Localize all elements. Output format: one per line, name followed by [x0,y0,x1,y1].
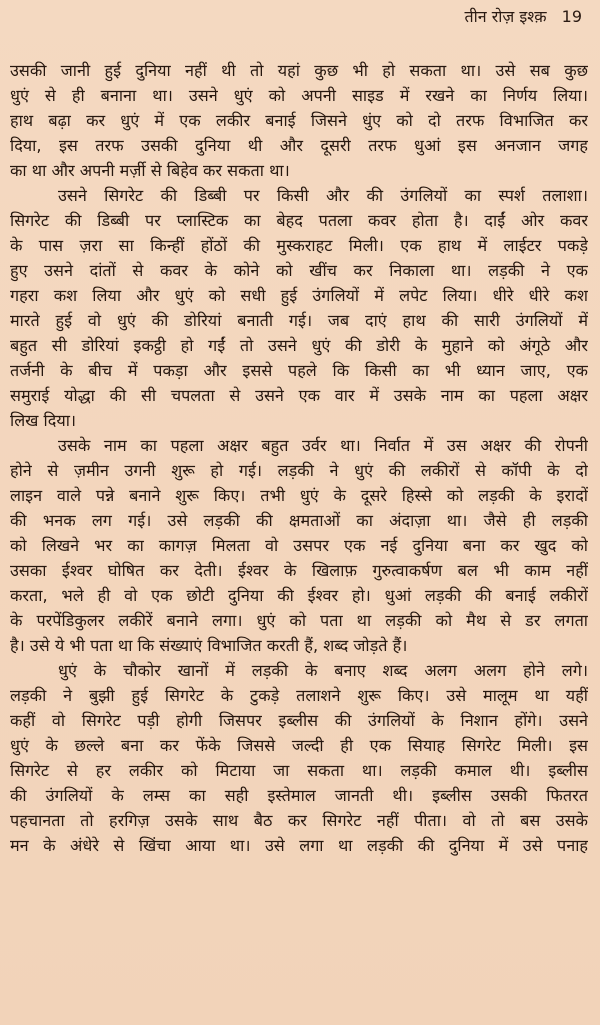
text-line: के परपेंडिकुलर लकीरें बनाने लगा। धुएं को पता था लड़की को मैथ से डर लगता [10,611,588,630]
text-line: उसके नाम का पहला अक्षर बहुत उर्वर था। निर्वात में उस अक्षर की रोपनी [58,436,588,455]
text-line: बहुत सी डोरियां इकट्ठी हो गईं तो उसने धुएं की डोरी के मुहाने को अंगूठे और [10,336,588,355]
book-title: तीन रोज़ इश्क़ [464,7,547,26]
text-line: उसका ईश्वर घोषित कर देती। ईश्वर के खिलाफ़ गुरुत्वाकर्षण बल भी काम नहीं [10,561,588,580]
page-number: 19 [561,7,582,26]
text-line: लड़की ने बुझी हुई सिगरेट के टुकड़े तलाशने शुरू किए। उसे मालूम था यहीं [10,686,588,705]
text-line: के पास ज़रा सा किन्हीं होंठों की मुस्कराहट मिली। एक हाथ में लाईटर पकड़े [10,236,588,255]
text-line: सिगरेट की डिब्बी पर प्लास्टिक का बेहद पतला कवर होता है। दाईं ओर कवर [10,211,588,230]
text-line: गहरा कश लिया और धुएं को सधी हुई उंगलियों में लपेट लिया। धीरे धीरे कश [10,286,588,305]
text-line: उसने सिगरेट की डिब्बी पर किसी और की उंगलियों का स्पर्श तलाशा। [58,186,588,205]
text-line: लाइन वाले पन्ने बनाने शुरू किए। तभी धुएं के दूसरे हिस्से को लड़की के इरादों [10,486,588,505]
text-line: की उंगलियों के लम्स का सही इस्तेमाल जानती थी। इब्लीस उसकी फितरत [10,786,588,805]
paragraph [10,183,588,433]
running-header [464,6,582,28]
paragraph [10,58,588,183]
text-line: का था और अपनी मर्ज़ी से बिहेव कर सकता था। [10,161,290,180]
text-line: मारते हुई वो धुएं की डोरियां बनाती गई। जब दाएं हाथ की सारी उंगलियों में [10,311,588,330]
text-line: होने से ज़मीन उगनी शुरू हो गई। लड़की ने धुएं की लकीरों से कॉपी के दो [10,461,588,480]
text-line: धुएं के छल्ले बना कर फेंके जिससे जल्दी ही एक सियाह सिगरेट मिली। इस [10,736,588,755]
text-line: धुएं के चौकोर खानों में लड़की के बनाए शब्द अलग अलग होने लगे। [58,661,588,680]
text-line: उसकी जानी हुई दुनिया नहीं थी तो यहां कुछ भी हो सकता था। उसे सब कुछ [10,61,588,80]
text-line: सिगरेट से हर लकीर को मिटाया जा सकता था। लड़की कमाल थी। इब्लीस [10,761,588,780]
paragraph [10,658,588,858]
text-line: तर्जनी के बीच में पकड़ा और इससे पहले कि किसी का भी ध्यान जाए, एक [10,361,588,380]
text-line: है। उसे ये भी पता था कि संख्याएं विभाजित करती हैं, शब्द जोड़ते हैं। [10,636,408,655]
text-line: हुए उसने दांतों से कवर के कोने को खींच कर निकाला था। लड़की ने एक [10,261,588,280]
text-line: की भनक लग गई। उसे लड़की की क्षमताओं का अंदाज़ा था। जैसे ही लड़की [10,511,588,530]
text-line: मन के अंधेरे से खिंचा आया था। उसे लगा था लड़की की दुनिया में उसे पनाह [10,836,588,855]
text-line: हाथ बढ़ा कर धुएं में एक लकीर बनाई जिसने धुंए को दो तरफ विभाजित कर [10,111,588,130]
text-line: समुराई योद्धा की सी चपलता से उसने एक वार में उसके नाम का पहला अक्षर [10,386,588,405]
text-line: लिख दिया। [10,411,77,430]
paragraph [10,433,588,658]
text-line: को लिखने भर का कागज़ मिलता वो उसपर एक नई दुनिया बना कर खुद को [10,536,588,555]
text-line: धुएं से ही बनाना था। उसने धुएं को अपनी साइड में रखने का निर्णय लिया। [10,86,588,105]
body-text [10,58,588,858]
text-line: दिया, इस तरफ उसकी दुनिया थी और दूसरी तरफ धुआं इस अनजान जगह [10,136,588,155]
text-line: करता, भले ही वो एक छोटी दुनिया की ईश्वर हो। धुआं लड़की की बनाई लकीरों [10,586,588,605]
text-line: कहीं वो सिगरेट पड़ी होगी जिसपर इब्लीस की उंगलियों के निशान होंगे। उसने [10,711,588,730]
text-line: पहचानता तो हरगिज़ उसके साथ बैठ कर सिगरेट नहीं पीता। वो तो बस उसके [10,811,588,830]
